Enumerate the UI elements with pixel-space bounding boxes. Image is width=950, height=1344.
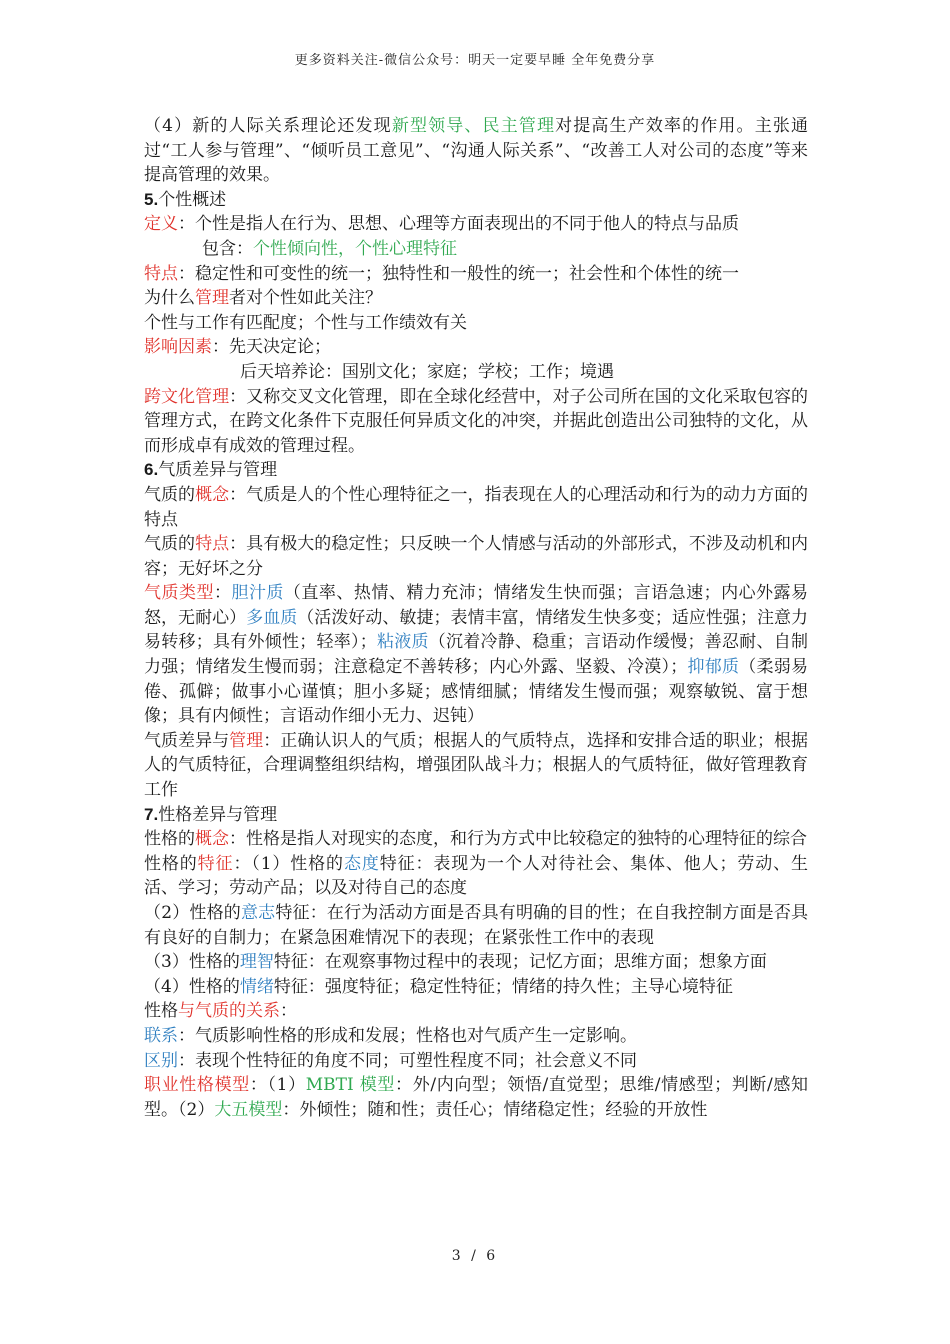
personality-includes: 包含：个性倾向性，个性心理特征 [202, 238, 457, 259]
relation-connection: 联系：气质影响性格的形成和发展；性格也对气质产生一定影响。 [144, 1025, 637, 1046]
influence-factors: 影响因素：先天决定论； [144, 337, 331, 358]
influence-factors-nurture: 后天培养论：国别文化；家庭；学校；工作；境遇 [240, 361, 614, 382]
character-emotion: （4）性格的情绪特征：强度特征；稳定性特征；情绪的持久性；主导心境特征 [144, 976, 733, 997]
relation-difference: 区别：表现个性特征的角度不同；可塑性程度不同；社会意义不同 [144, 1050, 637, 1071]
why-manager-cares: 为什么管理者对个性如此关注？ [144, 288, 382, 309]
personality-features: 特点：稳定性和可变性的统一；独特性和一般性的统一；社会性和个体性的统一 [144, 263, 739, 284]
paragraph-human-relations: （4）新的人际关系理论还发现新型领导、民主管理对提高生产效率的作用。主张通过“工人参与管理”、“倾听员工意见”、“沟通人际关系”、“改善工人对公司的态度”等来提高管理的效果。 [144, 116, 808, 186]
personality-definition: 定义：个性是指人在行为、思想、心理等方面表现出的不同于他人的特点与品质 [144, 214, 739, 235]
character-will: （2）性格的意志特征：在行为活动方面是否具有明确的目的性；在自我控制方面是否具有良好的自制力；在紧急困难情况下的表现；在紧张性工作中的表现 [144, 903, 809, 948]
character-temperament-relation: 性格与气质的关系： [144, 1001, 297, 1022]
page-number: 3 / 6 [451, 1248, 499, 1264]
character-concept: 性格的概念：性格是指人对现实的态度，和行为方式中比较稳定的独特的心理特征的综合 [144, 829, 807, 850]
temperament-types: 气质类型：胆汁质（直率、热情、精力充沛；情绪发生快而强；言语急速；内心外露易怒，无耐心）多血质（活泼好动、敏捷；表情丰富，情绪发生快多变；适应性强；注意力易转移；具有外倾性；轻率）；粘液质（沉着冷静、稳重；言语动作缓慢；善忍耐、自制力强；情绪发生慢而弱；注意稳定不善转移；内心外露、坚毅、冷漠）；抑郁质（柔弱易倦、孤僻；做事小心谨慎；胆小多疑；感情细腻；情绪发生慢而强；观察敏锐、富于想像；具有内倾性；言语动作细小无力、迟钝） [144, 583, 809, 727]
temperament-management: 气质差异与管理：正确认识人的气质；根据人的气质特点，选择和安排合适的职业；根据人的气质特征，合理调整组织结构，增强团队战斗力；根据人的气质特征，做好管理教育工作 [144, 730, 809, 801]
document-body [144, 114, 808, 1122]
career-personality-models: 职业性格模型：（1）MBTI 模型：外/内向型；领悟/直觉型；思维/情感型；判断/感知型。（2）大五模型：外倾性；随和性；责任心；情绪稳定性；经验的开放性 [144, 1075, 809, 1120]
temperament-features: 气质的特点：具有极大的稳定性；只反映一个人情感与活动的外部形式，不涉及动机和内容；无好坏之分 [144, 534, 809, 579]
section-6-heading: 6.气质差异与管理 [144, 460, 278, 481]
personality-work-fit: 个性与工作有匹配度；个性与工作绩效有关 [144, 312, 467, 333]
character-intellect: （3）性格的理智特征：在观察事物过程中的表现；记忆方面；思维方面；想象方面 [144, 952, 767, 973]
section-7-heading: 7.性格差异与管理 [144, 804, 278, 825]
page-header: 更多资料关注-微信公众号：明天一定要早睡 全年免费分享 [294, 53, 656, 68]
character-features: 性格的特征：（1）性格的态度特征：表现为一个人对待社会、集体、他人；劳动、生活、学习；劳动产品；以及对待自己的态度 [144, 853, 809, 899]
section-5-heading: 5.个性概述 [144, 189, 227, 210]
cross-cultural-management: 跨文化管理：又称交叉文化管理，即在全球化经营中，对子公司所在国的文化采取包容的管理方式，在跨文化条件下克服任何异质文化的冲突，并据此创造出公司独特的文化，从而形成卓有成效的管理过程。 [144, 386, 809, 456]
temperament-concept: 气质的概念：气质是人的个性心理特征之一，指表现在人的心理活动和行为的动力方面的特点 [144, 484, 809, 530]
